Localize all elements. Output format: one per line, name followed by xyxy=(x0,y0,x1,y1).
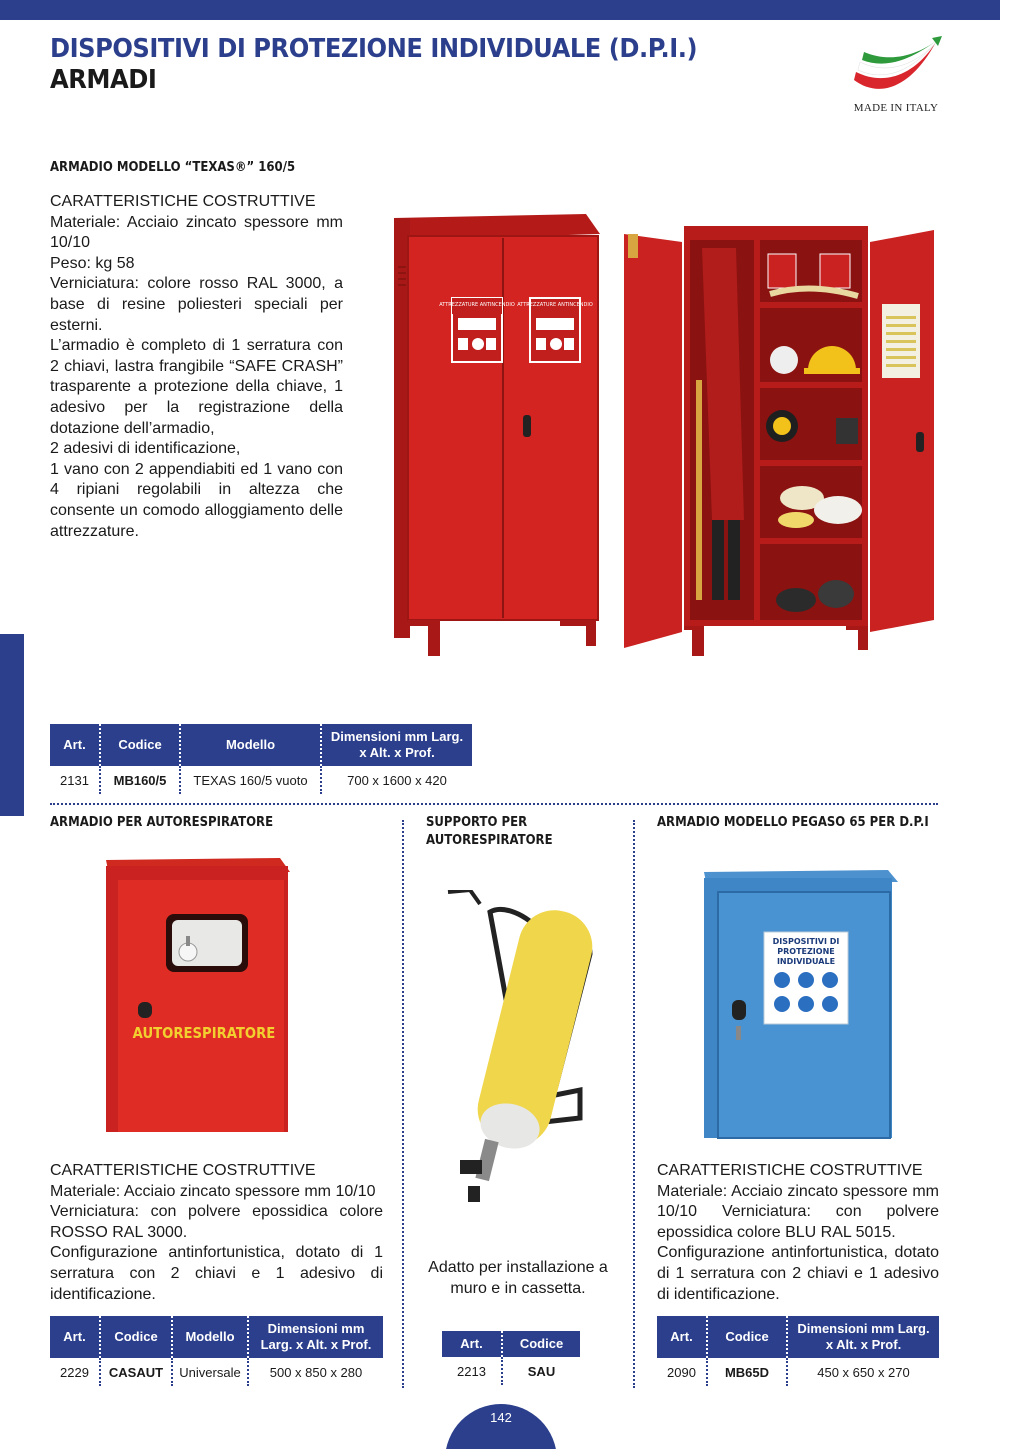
table-cell: TEXAS 160/5 vuoto xyxy=(180,766,321,794)
texas-paragraph: Peso: kg 58 xyxy=(50,254,135,272)
pegaso-sign-text: DISPOSITIVI DI xyxy=(772,937,840,946)
texas-paragraph: CARATTERISTICHE COSTRUTTIVE xyxy=(50,193,316,210)
table-header-cell: Codice xyxy=(100,1316,172,1358)
table-header-cell: Art. xyxy=(442,1331,502,1357)
autorespiratore-paragraph: Materiale: Acciaio zincato spessore mm 10/10 xyxy=(50,1182,376,1200)
autorespiratore-paragraph: CARATTERISTICHE COSTRUTTIVE xyxy=(50,1162,316,1179)
table-cell: 2213 xyxy=(457,1363,486,1379)
pegaso-sign-text: PROTEZIONE xyxy=(777,947,835,956)
pegaso-description xyxy=(657,1161,939,1305)
texas-description xyxy=(50,192,343,542)
page-number: 142 xyxy=(490,1410,512,1425)
table-header-row xyxy=(50,724,472,766)
table-header-cell: Art. xyxy=(50,1316,100,1358)
table-row xyxy=(50,1358,383,1386)
table-header-cell: Modello xyxy=(172,1316,248,1358)
autorespiratore-paragraph: Verniciatura: con polvere epossidica colore ROSSO RAL 3000. xyxy=(50,1203,383,1241)
texas-paragraph: Materiale: Acciaio zincato spessore mm 10/10 xyxy=(50,213,343,252)
pegaso-paragraph: Materiale: Acciaio zincato spessore mm 10/10 Verniciatura: con polvere epossidica colore BLU RAL 5015. xyxy=(657,1182,939,1241)
page-title-line-2: ARMADI xyxy=(50,65,157,95)
table-cell: 500 x 850 x 280 xyxy=(248,1358,383,1386)
table-header-row xyxy=(442,1331,580,1357)
pegaso-paragraph: CARATTERISTICHE COSTRUTTIVE xyxy=(657,1162,923,1179)
supporto-heading-line-1: SUPPORTO PER xyxy=(426,815,528,830)
table-header-cell: Codice xyxy=(502,1331,580,1357)
texas-paragraph: Verniciatura: colore rosso RAL 3000, a base di resine poliesteri speciali per esterni. xyxy=(50,275,343,334)
table-header-cell: Codice xyxy=(100,724,180,766)
table-cell: 2131 xyxy=(60,772,89,788)
pegaso-paragraph: Configurazione antinfortunistica, dotato di 1 serratura con 2 chiavi e 1 adesivo di identificazione. xyxy=(657,1244,939,1303)
pegaso-cabinet-image xyxy=(698,866,906,1142)
texas-spec-table xyxy=(50,724,472,794)
table-header-row xyxy=(657,1316,939,1358)
top-color-bar xyxy=(0,0,1000,20)
table-cell: 2229 xyxy=(60,1364,89,1380)
pegaso-spec-table xyxy=(657,1316,939,1386)
autorespiratore-heading: ARMADIO PER AUTORESPIRATORE xyxy=(50,815,274,830)
section-separator xyxy=(50,803,938,805)
supporto-heading-line-2: AUTORESPIRATORE xyxy=(426,833,553,848)
pegaso-heading: ARMADIO MODELLO PEGASO 65 PER D.P.I xyxy=(657,815,929,830)
table-row xyxy=(442,1357,580,1385)
table-header-cell: Dimensioni mm Larg. x Alt. x Prof. xyxy=(248,1316,383,1358)
table-header-cell: Modello xyxy=(180,724,321,766)
autorespiratore-paragraph: Configurazione antinfortunistica, dotato di 1 serratura con 2 chiavi e 1 adesivo di identificazione. xyxy=(50,1244,383,1303)
page-title xyxy=(50,34,697,96)
texas-cabinet-closed-image xyxy=(390,210,605,660)
italy-flag-swoosh-icon xyxy=(848,36,944,100)
texas-cabinet-open-image xyxy=(620,220,940,660)
side-color-tab xyxy=(0,634,24,816)
texas-heading: ARMADIO MODELLO “TEXAS®” 160/5 xyxy=(50,160,296,175)
sign-text: ATTREZZATURE ANTINCENDIO xyxy=(439,302,515,308)
table-cell: CASAUT xyxy=(100,1358,172,1386)
table-cell: SAU xyxy=(502,1357,580,1385)
table-header-cell: Art. xyxy=(657,1316,707,1358)
texas-paragraph: 1 vano con 2 appendiabiti ed 1 vano con 4 ripiani regolabili in altezza che consente un comodo alloggiamento delle attrezzature. xyxy=(50,460,343,540)
column-separator xyxy=(402,820,404,1388)
supporto-cylinder-image xyxy=(440,890,610,1220)
made-in-italy-logo xyxy=(848,36,944,114)
made-in-italy-label: MADE IN ITALY xyxy=(853,102,939,114)
texas-paragraph: L’armadio è completo di 1 serratura con 2 chiavi, lastra frangibile “SAFE CRASH” trasparente a protezione della chiave, 1 adesivo per la registrazione della dotazione dell’armadio, xyxy=(50,337,343,437)
supporto-spec-table xyxy=(442,1331,580,1385)
sign-text: ATTREZZATURE ANTINCENDIO xyxy=(517,302,593,308)
autorespiratore-cabinet-image xyxy=(100,856,296,1136)
table-cell: 700 x 1600 x 420 xyxy=(321,766,472,794)
table-row xyxy=(50,766,472,794)
table-cell: 450 x 650 x 270 xyxy=(787,1358,939,1386)
table-cell: MB65D xyxy=(707,1358,787,1386)
table-header-cell: Art. xyxy=(50,724,100,766)
column-separator xyxy=(633,820,635,1388)
supporto-heading xyxy=(426,814,553,850)
supporto-description: Adatto per installazione a muro e in cassetta. xyxy=(428,1259,608,1297)
pegaso-sign-text: INDIVIDUALE xyxy=(776,957,836,966)
table-header-cell: Dimensioni mm Larg. x Alt. x Prof. xyxy=(321,724,472,766)
table-cell: MB160/5 xyxy=(100,766,180,794)
table-header-row xyxy=(50,1316,383,1358)
autorespiratore-spec-table xyxy=(50,1316,383,1386)
texas-paragraph: 2 adesivi di identificazione, xyxy=(50,440,241,458)
cabinet-label: AUTORESPIRATORE xyxy=(132,1025,276,1043)
table-header-cell: Codice xyxy=(707,1316,787,1358)
table-header-cell: Dimensioni mm Larg. x Alt. x Prof. xyxy=(787,1316,939,1358)
autorespiratore-description xyxy=(50,1161,383,1305)
table-cell: 2090 xyxy=(667,1364,696,1380)
page-title-line-1: DISPOSITIVI DI PROTEZIONE INDIVIDUALE (D.P.I.) xyxy=(50,34,698,64)
table-row xyxy=(657,1358,939,1386)
page-number-tab xyxy=(445,1404,557,1449)
table-cell: Universale xyxy=(172,1358,248,1386)
